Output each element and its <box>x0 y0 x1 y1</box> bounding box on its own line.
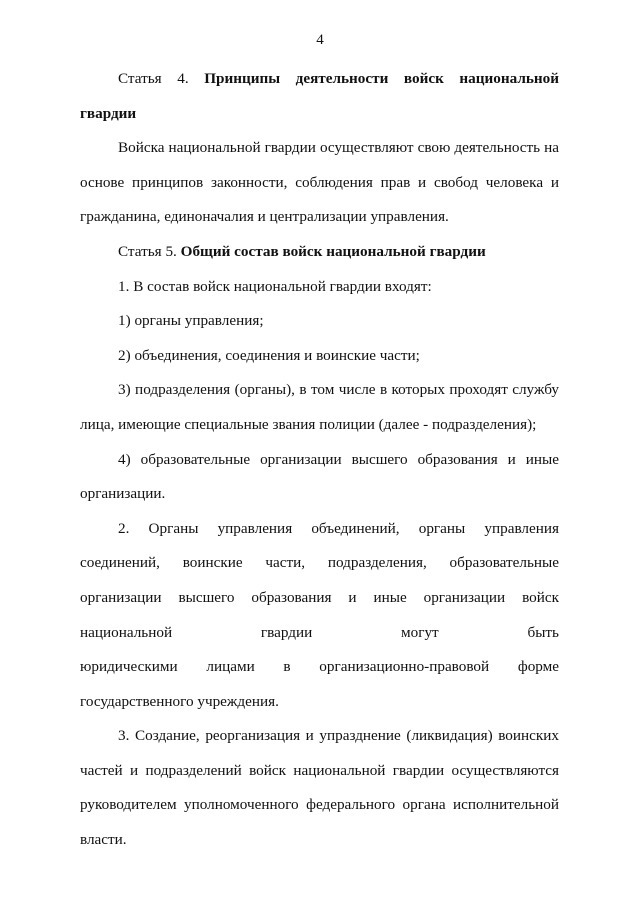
article-5-item-2: 2) объединения, соединения и воинские части; <box>118 346 420 364</box>
article-5-paragraph-2-line: юридическими лицами в организационно-правовой форме <box>80 658 559 676</box>
page-number: 4 <box>316 32 324 48</box>
article-5-label: Статья 5. <box>118 242 181 260</box>
article-5-item-1: 1) органы управления; <box>118 312 264 330</box>
article-5-item-3: 3) подразделения (органы), в том числе в которых проходят службу лица, имеющие специальные звания полиции (далее - подразделения); <box>80 381 559 433</box>
article-5-title: Общий состав войск национальной гвардии <box>180 242 486 260</box>
article-5-item-4: 4) образовательные организации высшего образования и иные организации. <box>80 450 559 503</box>
article-5-paragraph-1: 1. В состав войск национальной гвардии входят: <box>118 277 432 295</box>
article-5-paragraph-2: 2. Органы управления объединений, органы управления соединений, воинские части, подразделения, образовательные организации высшего образования и иные организации войск национальной гвардии могут быть <box>80 519 559 641</box>
article-5-paragraph-3: 3. Создание, реорганизация и упразднение (ликвидация) воинских частей и подразделений войск национальной гвардии осуществляются руководителем уполномоченного федерального органа исполнительной власти. <box>80 727 559 849</box>
article-5-heading <box>80 235 559 270</box>
article-4-label: Статья 4. <box>118 70 205 87</box>
article-4-heading <box>80 62 559 131</box>
article-5-paragraph-2-end: государственного учреждения. <box>80 692 279 710</box>
article-4-title: Принципы деятельности войск национальной гвардии <box>80 70 559 122</box>
document-content <box>80 62 559 858</box>
article-4-body: Войска национальной гвардии осуществляют свою деятельность на основе принципов законности, соблюдения прав и свобод человека и гражданина, единоначалия и централизации управления. <box>80 139 559 226</box>
